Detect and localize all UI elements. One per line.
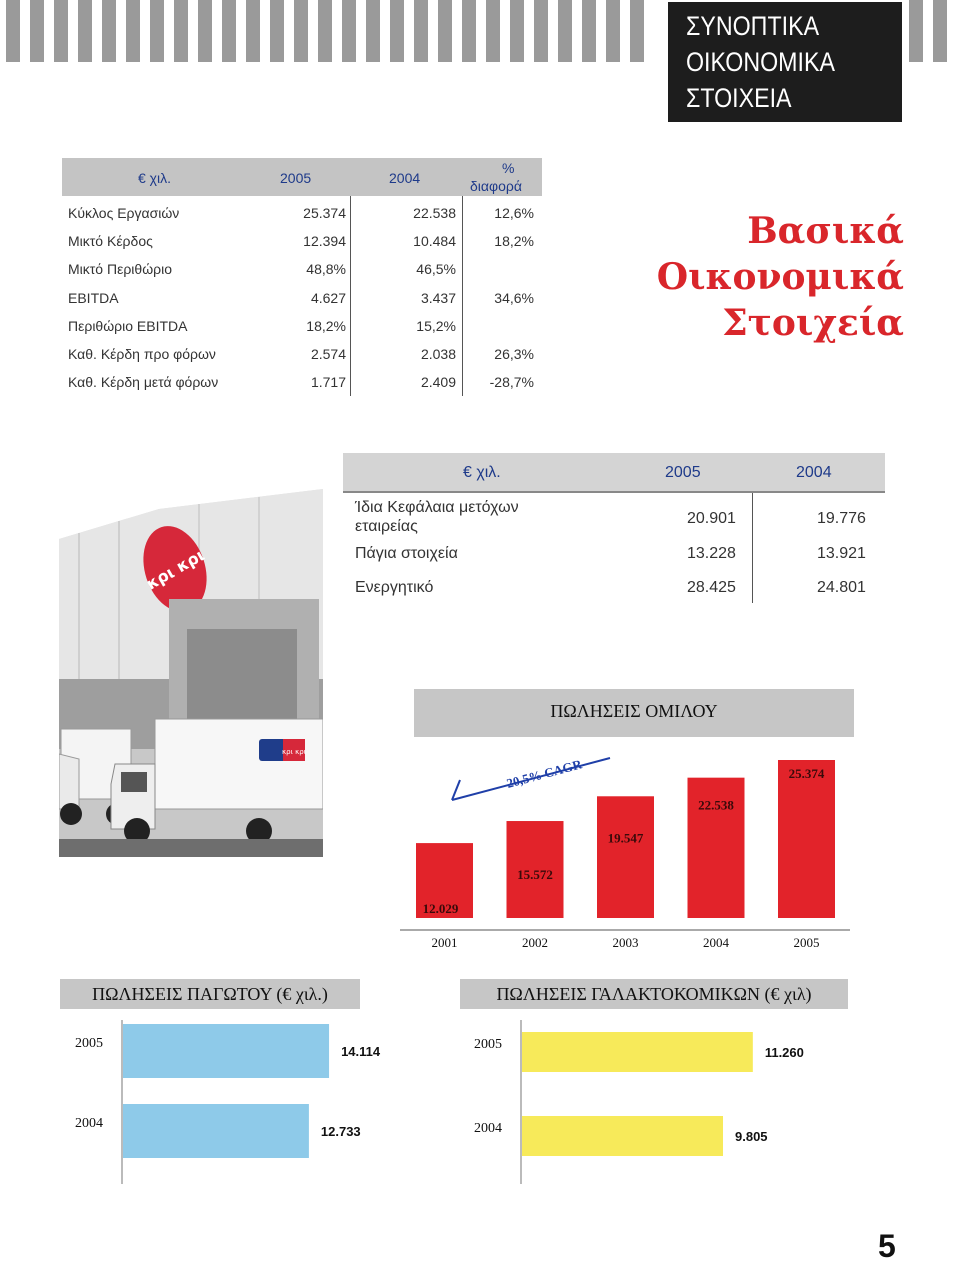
row-value-2005: 4.627 bbox=[310, 289, 346, 306]
row-value-2004: 46,5% bbox=[416, 261, 456, 278]
row-difference: 26,3% bbox=[494, 346, 534, 362]
data-label: 12.733 bbox=[320, 1124, 361, 1139]
section-title-line-3: Στοιχεία bbox=[722, 302, 904, 344]
page-number: 5 bbox=[878, 1228, 896, 1264]
x-tick-label: 2001 bbox=[431, 935, 458, 950]
y-tick-label: 2005 bbox=[474, 1037, 502, 1052]
bar bbox=[123, 1104, 309, 1158]
row-label: Μικτό Περιθώριο bbox=[68, 261, 172, 278]
row-label: EBITDA bbox=[68, 289, 119, 306]
table-row bbox=[62, 374, 542, 396]
bar bbox=[597, 796, 654, 918]
row-equity-label-line-2: εταιρείας bbox=[355, 518, 418, 535]
x-tick-label: 2005 bbox=[793, 935, 820, 950]
row-value-2004: 3.437 bbox=[420, 289, 456, 306]
header-difference: διαφορά bbox=[470, 178, 522, 194]
table-row bbox=[62, 261, 542, 283]
header-stripes-left bbox=[0, 0, 660, 62]
data-label: 14.114 bbox=[341, 1044, 381, 1059]
row-label: Καθ. Κέρδη μετά φόρων bbox=[68, 374, 219, 391]
row-difference: 18,2% bbox=[494, 233, 534, 250]
row-fixed-assets-label: Πάγια στοιχεία bbox=[355, 545, 458, 562]
table-row bbox=[62, 205, 542, 227]
row-label: Καθ. Κέρδη προ φόρων bbox=[68, 346, 216, 362]
row-fixed-assets-2005: 13.228 bbox=[687, 545, 736, 562]
group-sales-title: ΠΩΛΗΣΕΙΣ ΟΜΙΛΟΥ bbox=[414, 689, 854, 737]
row-value-2005: 2.574 bbox=[310, 346, 346, 362]
row-value-2004: 2.409 bbox=[420, 374, 456, 391]
x-tick-label: 2002 bbox=[522, 935, 548, 950]
table-row bbox=[62, 318, 542, 340]
x-tick-label: 2003 bbox=[612, 935, 639, 950]
row-value-2004: 10.484 bbox=[413, 233, 456, 250]
row-value-2005: 18,2% bbox=[306, 317, 346, 334]
bar bbox=[522, 1116, 723, 1156]
cagr-arrow-tail bbox=[452, 780, 460, 800]
dairy-sales-title: ΠΩΛΗΣΕΙΣ ΓΑΛΑΚΤΟΚΟΜΙΚΩΝ (€ χιλ) bbox=[460, 979, 848, 1009]
header-currency: € χιλ. bbox=[463, 464, 501, 481]
table-row bbox=[62, 290, 542, 312]
row-equity-2005: 20.901 bbox=[687, 510, 736, 527]
row-value-2004: 2.038 bbox=[420, 346, 456, 362]
ice-cream-sales-chart bbox=[60, 1012, 420, 1192]
table-row bbox=[62, 233, 542, 255]
truck-logo-text: κρι κρι bbox=[281, 748, 307, 756]
header-2004: 2004 bbox=[796, 464, 832, 481]
bar bbox=[778, 760, 835, 918]
row-difference: -28,7% bbox=[489, 374, 534, 391]
data-label: 12.029 bbox=[422, 901, 459, 917]
row-total-assets-2005: 28.425 bbox=[687, 579, 736, 596]
row-value-2005: 1.717 bbox=[310, 374, 346, 391]
row-difference: 34,6% bbox=[494, 289, 534, 306]
company-logo-text: κρι κρι bbox=[142, 545, 208, 594]
row-value-2005: 48,8% bbox=[306, 261, 346, 278]
header-2004: 2004 bbox=[389, 170, 421, 186]
factory-illustration bbox=[59, 489, 323, 857]
data-label: 11.260 bbox=[764, 1045, 804, 1060]
row-total-assets-2004: 24.801 bbox=[817, 579, 866, 596]
row-label: Κύκλος Εργασιών bbox=[68, 205, 180, 221]
y-tick-label: 2005 bbox=[75, 1036, 103, 1051]
row-label: Μικτό Κέρδος bbox=[68, 233, 153, 250]
header-percent: % bbox=[502, 160, 515, 176]
row-value-2005: 12.394 bbox=[303, 233, 346, 250]
income-table-header bbox=[62, 158, 542, 196]
data-label: 22.538 bbox=[698, 797, 734, 813]
row-value-2004: 15,2% bbox=[416, 317, 456, 334]
row-value-2005: 25.374 bbox=[303, 205, 346, 221]
section-title-line-1: Βασικά bbox=[747, 210, 904, 252]
data-label: 9.805 bbox=[735, 1129, 768, 1144]
cagr-annotation: 20,5% CAGR bbox=[504, 756, 584, 791]
header-stripes-right bbox=[905, 0, 960, 62]
row-difference: 12,6% bbox=[494, 205, 534, 221]
summary-title-box bbox=[668, 2, 902, 122]
header-2005: 2005 bbox=[665, 464, 701, 481]
balance-table-header bbox=[343, 453, 885, 493]
bar bbox=[123, 1024, 329, 1078]
bar bbox=[522, 1032, 753, 1072]
row-total-assets-label: Ενεργητικό bbox=[355, 579, 434, 596]
table-row bbox=[62, 346, 542, 368]
y-tick-label: 2004 bbox=[474, 1121, 502, 1136]
group-sales-chart bbox=[380, 740, 880, 970]
header-2005: 2005 bbox=[280, 170, 312, 186]
header-currency: € χιλ. bbox=[138, 170, 172, 186]
section-title bbox=[640, 208, 904, 346]
data-label: 19.547 bbox=[607, 830, 644, 846]
summary-title-line-2: ΟΙΚΟΝΟΜΙΚΑ bbox=[686, 47, 835, 77]
section-title-line-2: Οικονομικά bbox=[656, 256, 904, 298]
row-fixed-assets-2004: 13.921 bbox=[817, 545, 866, 562]
row-equity-2004: 19.776 bbox=[817, 510, 866, 527]
dairy-sales-chart bbox=[460, 1012, 860, 1192]
x-tick-label: 2004 bbox=[703, 935, 729, 950]
factory-photo bbox=[59, 489, 323, 857]
ice-cream-sales-title: ΠΩΛΗΣΕΙΣ ΠΑΓΩΤΟΥ (€ χιλ.) bbox=[60, 979, 360, 1009]
row-equity-label bbox=[355, 498, 519, 536]
row-equity-label-line-1: Ίδια Κεφάλαια μετόχων bbox=[355, 499, 519, 516]
summary-title-line-1: ΣΥΝΟΠΤΙΚΑ bbox=[686, 11, 820, 41]
y-tick-label: 2004 bbox=[75, 1116, 103, 1131]
row-label: Περιθώριο EBITDA bbox=[68, 317, 188, 334]
row-value-2004: 22.538 bbox=[413, 205, 456, 221]
summary-title-line-3: ΣΤΟΙΧΕΙΑ bbox=[686, 83, 792, 113]
divider bbox=[752, 493, 753, 603]
data-label: 25.374 bbox=[788, 766, 825, 781]
data-label: 15.572 bbox=[517, 867, 553, 883]
